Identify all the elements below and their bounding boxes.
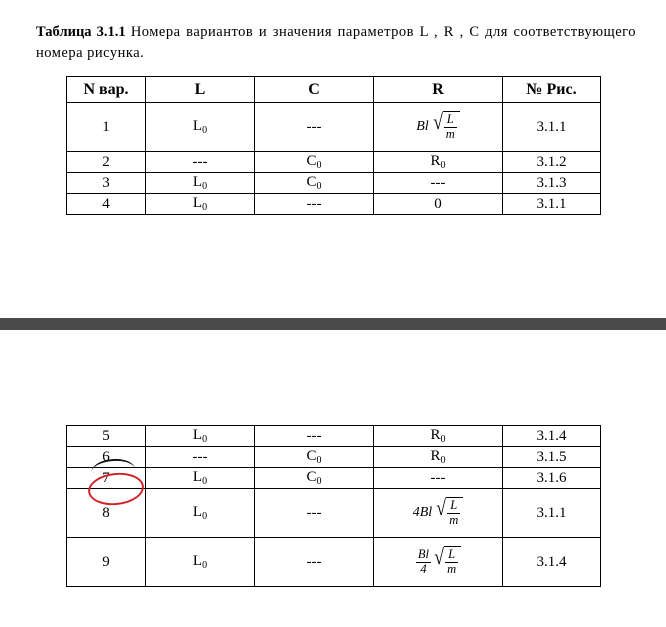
- cell-variant: 3: [67, 173, 146, 194]
- column-header-n: N вар.: [67, 77, 146, 103]
- caption-label: Таблица 3.1.1: [36, 24, 126, 40]
- cell-fig: 3.1.5: [503, 447, 601, 468]
- table-row: [67, 194, 601, 215]
- cell-variant: 4: [67, 194, 146, 215]
- cell-c: $C_0$: [255, 173, 374, 194]
- cell-variant: 1: [67, 103, 146, 152]
- formula-bl-over-4-sqrt-l-over-m: $\frac{Bl}{4}$ √ $\frac{L}{m}$: [415, 546, 461, 577]
- cell-fig: 3.1.4: [503, 426, 601, 447]
- cell-fig: 3.1.1: [503, 489, 601, 538]
- cell-c: ---: [255, 194, 374, 215]
- table-row: [67, 468, 601, 489]
- cell-fig: 3.1.4: [503, 538, 601, 587]
- table-header-row: [67, 77, 601, 103]
- cell-l: $L_0$: [146, 538, 255, 587]
- table-row: [67, 152, 601, 173]
- cell-l: $L_0$: [146, 194, 255, 215]
- scan-separator-band: [0, 318, 666, 330]
- table-row: [67, 103, 601, 152]
- cell-variant: 8: [67, 489, 146, 538]
- cell-c: $C_0$: [255, 468, 374, 489]
- cell-variant: 5: [67, 426, 146, 447]
- cell-r: 0: [374, 194, 503, 215]
- cell-l: $L_0$: [146, 468, 255, 489]
- cell-r: $R_0$: [374, 152, 503, 173]
- cell-fig: 3.1.6: [503, 468, 601, 489]
- cell-fig: 3.1.1: [503, 194, 601, 215]
- cell-fig: 3.1.3: [503, 173, 601, 194]
- cell-variant: 6: [67, 447, 146, 468]
- cell-r: $R_0$: [374, 447, 503, 468]
- cell-l: $L_0$: [146, 173, 255, 194]
- cell-r: [374, 489, 503, 538]
- cell-l: $L_0$: [146, 426, 255, 447]
- cell-c: $C_0$: [255, 152, 374, 173]
- cell-c: ---: [255, 538, 374, 587]
- table-row: [67, 426, 601, 447]
- table-row: [67, 173, 601, 194]
- cell-fig: 3.1.2: [503, 152, 601, 173]
- cell-fig: 3.1.1: [503, 103, 601, 152]
- column-header-fig: № Рис.: [503, 77, 601, 103]
- cell-c: $C_0$: [255, 447, 374, 468]
- column-header-c: C: [255, 77, 374, 103]
- cell-l: $L_0$: [146, 489, 255, 538]
- table-row: [67, 447, 601, 468]
- cell-c: ---: [255, 103, 374, 152]
- cell-r: [374, 103, 503, 152]
- cell-variant: 9: [67, 538, 146, 587]
- cell-l: ---: [146, 447, 255, 468]
- cell-r: [374, 538, 503, 587]
- variants-table-top: [66, 76, 601, 215]
- variants-table-bottom: [66, 425, 601, 587]
- formula-4bl-sqrt-l-over-m: 4Bl √ $\frac{L}{m}$: [413, 497, 464, 528]
- cell-variant: 2: [67, 152, 146, 173]
- table-caption: [36, 22, 636, 64]
- cell-l: ---: [146, 152, 255, 173]
- column-header-r: R: [374, 77, 503, 103]
- cell-r: $R_0$: [374, 426, 503, 447]
- table-row: [67, 538, 601, 587]
- cell-c: ---: [255, 489, 374, 538]
- cell-variant: 7: [67, 468, 146, 489]
- table-row: [67, 489, 601, 538]
- cell-r: ---: [374, 173, 503, 194]
- column-header-l: L: [146, 77, 255, 103]
- formula-bl-sqrt-l-over-m: Bl √ $\frac{L}{m}$: [416, 111, 460, 142]
- cell-c: ---: [255, 426, 374, 447]
- cell-r: ---: [374, 468, 503, 489]
- caption-text: Номера вариантов и значения параметров L , R , C для соответствующего номера рисунка.: [36, 24, 636, 61]
- cell-l: $L_0$: [146, 103, 255, 152]
